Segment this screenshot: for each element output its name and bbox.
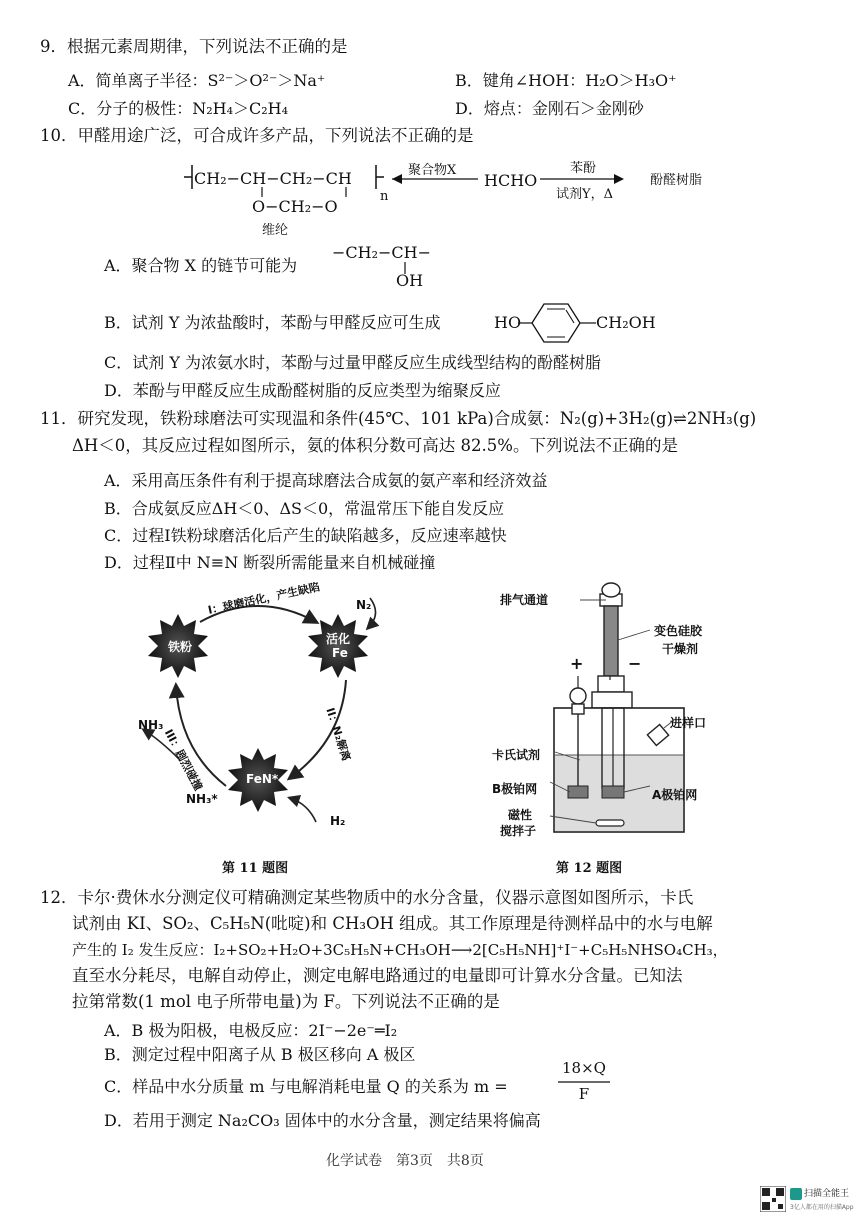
stirrer-label-1: 磁性 [508, 808, 533, 822]
q10-subscript-n: n [380, 189, 389, 204]
q10-option-b: B．试剂 Y 为浓盐酸时，苯酚与甲醛反应可生成 [104, 313, 441, 332]
node-activated-fe-line2: Fe [332, 646, 348, 660]
output-nh3: NH₃ [138, 718, 164, 732]
benzene-ring-icon [518, 300, 596, 346]
q10-b-ch2oh: CH₂OH [596, 313, 656, 332]
q12-option-b: B．测定过程中阳离子从 B 极区移向 A 极区 [104, 1045, 416, 1064]
a-mesh-label: A极铂网 [652, 788, 698, 802]
input-n2: N₂ [356, 598, 372, 612]
q11-stem-line2: ΔH＜0，其反应过程如图所示，氨的体积分数可高达 82.5%。下列说法不正确的是 [72, 436, 678, 455]
q11-option-c: C．过程Ⅰ铁粉球磨活化后产生的缺陷越多，反应速率越快 [104, 526, 507, 545]
q10-polymer-bottom: O−CH₂−O [252, 197, 338, 216]
q10-option-a: A．聚合物 X 的链节可能为 [104, 256, 298, 275]
q9-option-a: A．简单离子半径：S²⁻＞O²⁻＞Na⁺ [68, 71, 326, 90]
qr-code-icon [760, 1186, 786, 1212]
q11-option-a: A．采用高压条件有利于提高球磨法合成氨的氨产率和经济效益 [104, 471, 548, 490]
q9-option-c: C．分子的极性：N₂H₄＞C₂H₄ [68, 99, 289, 118]
step2-label: II：N₂解离 [323, 706, 353, 763]
q10-arrow-left-label: 聚合物X [408, 163, 457, 178]
fraction-numerator: 18×Q [562, 1059, 606, 1077]
scanner-tagline: 3亿人都在用的扫描App [790, 1204, 854, 1211]
q12-option-c: C．样品中水分质量 m 与电解消耗电量 Q 的关系为 m = [104, 1077, 508, 1096]
stirrer-label-2: 搅拌子 [500, 824, 537, 838]
q11-figure-caption: 第 11 题图 [222, 861, 289, 876]
plus-terminal: + [570, 654, 584, 673]
desiccant-label-2: 干燥剂 [662, 642, 699, 656]
q11-stem-line1: 11．研究发现，铁粉球磨法可实现温和条件(45℃、101 kPa)合成氨：N₂(g)+3H₂(g)⇌2NH₃(g) [40, 409, 757, 428]
q10-hcho: HCHO [484, 171, 538, 190]
q12-stem-line3: 产生的 I₂ 发生反应：I₂+SO₂+H₂O+3C₅H₅N+CH₃OH⟶2[C₅H₅NH]⁺I⁻+C₅H₅NHSO₄CH₃， [72, 941, 728, 959]
q12-stem-line1: 12．卡尔·费休水分测定仪可精确测定某些物质中的水分含量，仪器示意图如图所示，卡氏 [40, 888, 694, 907]
fraction-denominator: F [578, 1085, 590, 1103]
q10-arrow-right-bottom: 试剂Y，Δ [556, 187, 613, 202]
scanner-watermark [760, 1182, 860, 1218]
vent-label: 排气通道 [500, 593, 549, 607]
node-fen: FeN* [246, 772, 279, 786]
q10-product: 酚醛树脂 [650, 173, 703, 188]
q10-b-ho: HO [494, 313, 522, 332]
q10-a-struct-bottom: OH [396, 271, 424, 290]
q11-figure [120, 590, 420, 840]
step1-label: I：球磨活化，产生缺陷 [206, 580, 322, 617]
q10-polymer-top: CH₂−CH−CH₂−CH [194, 169, 352, 188]
input-h2: H₂ [330, 814, 346, 828]
b-mesh-label: B极铂网 [492, 782, 538, 796]
q11-option-d: D．过程Ⅱ中 N≡N 断裂所需能量来自机械碰撞 [104, 553, 436, 572]
q12-option-d: D．若用于测定 Na₂CO₃ 固体中的水分含量，测定结果将偏高 [104, 1111, 541, 1130]
minus-terminal: − [628, 654, 642, 673]
q12-stem-line5: 拉第常数(1 mol 电子所带电量)为 F。下列说法不正确的是 [72, 992, 500, 1011]
page-footer: 化学试卷 第3页 共8页 [326, 1153, 484, 1169]
q10-option-c: C．试剂 Y 为浓氨水时，苯酚与过量甲醛反应生成线型结构的酚醛树脂 [104, 353, 601, 372]
node-iron-powder: 铁粉 [168, 640, 193, 654]
q12-figure-caption: 第 12 题图 [556, 861, 623, 876]
q10-polymer-name: 维纶 [262, 223, 289, 238]
q11-option-b: B．合成氨反应ΔH＜0、ΔS＜0，常温常压下能自发反应 [104, 499, 505, 518]
scanner-name: 扫描全能王 [804, 1189, 850, 1199]
node-activated-fe-line1: 活化 [326, 632, 351, 646]
q12-stem-line2: 试剂由 KI、SO₂、C₅H₅N(吡啶)和 CH₃OH 组成。其工作原理是待测样品中的水与电解 [72, 914, 713, 933]
q9-option-b: B．键角∠HOH：H₂O＞H₃O⁺ [455, 71, 677, 90]
q10-option-d: D．苯酚与甲醛反应生成酚醛树脂的反应类型为缩聚反应 [104, 381, 501, 400]
scanner-logo-icon [790, 1188, 802, 1200]
q10-stem: 10．甲醛用途广泛，可合成许多产品，下列说法不正确的是 [40, 126, 474, 145]
q12-option-a: A．B 极为阳极，电极反应：2I⁻−2e⁻═I₂ [104, 1021, 398, 1040]
q9-stem: 9．根据元素周期律，下列说法不正确的是 [40, 37, 348, 56]
q9-option-d: D．熔点：金刚石＞金刚砂 [455, 99, 644, 118]
inlet-label: 进样口 [670, 716, 707, 730]
nh3-star: NH₃* [186, 792, 218, 806]
desiccant-label-1: 变色硅胶 [654, 624, 703, 638]
q10-a-struct-top: −CH₂−CH− [332, 243, 432, 262]
step3-label: III：剧烈碰撞 [161, 727, 205, 793]
q10-arrow-right-top: 苯酚 [570, 161, 597, 176]
q12-stem-line4: 直至水分耗尽，电解自动停止，测定电解电路通过的电量即可计算水分含量。已知法 [72, 966, 683, 985]
reagent-label: 卡氏试剂 [492, 748, 541, 762]
